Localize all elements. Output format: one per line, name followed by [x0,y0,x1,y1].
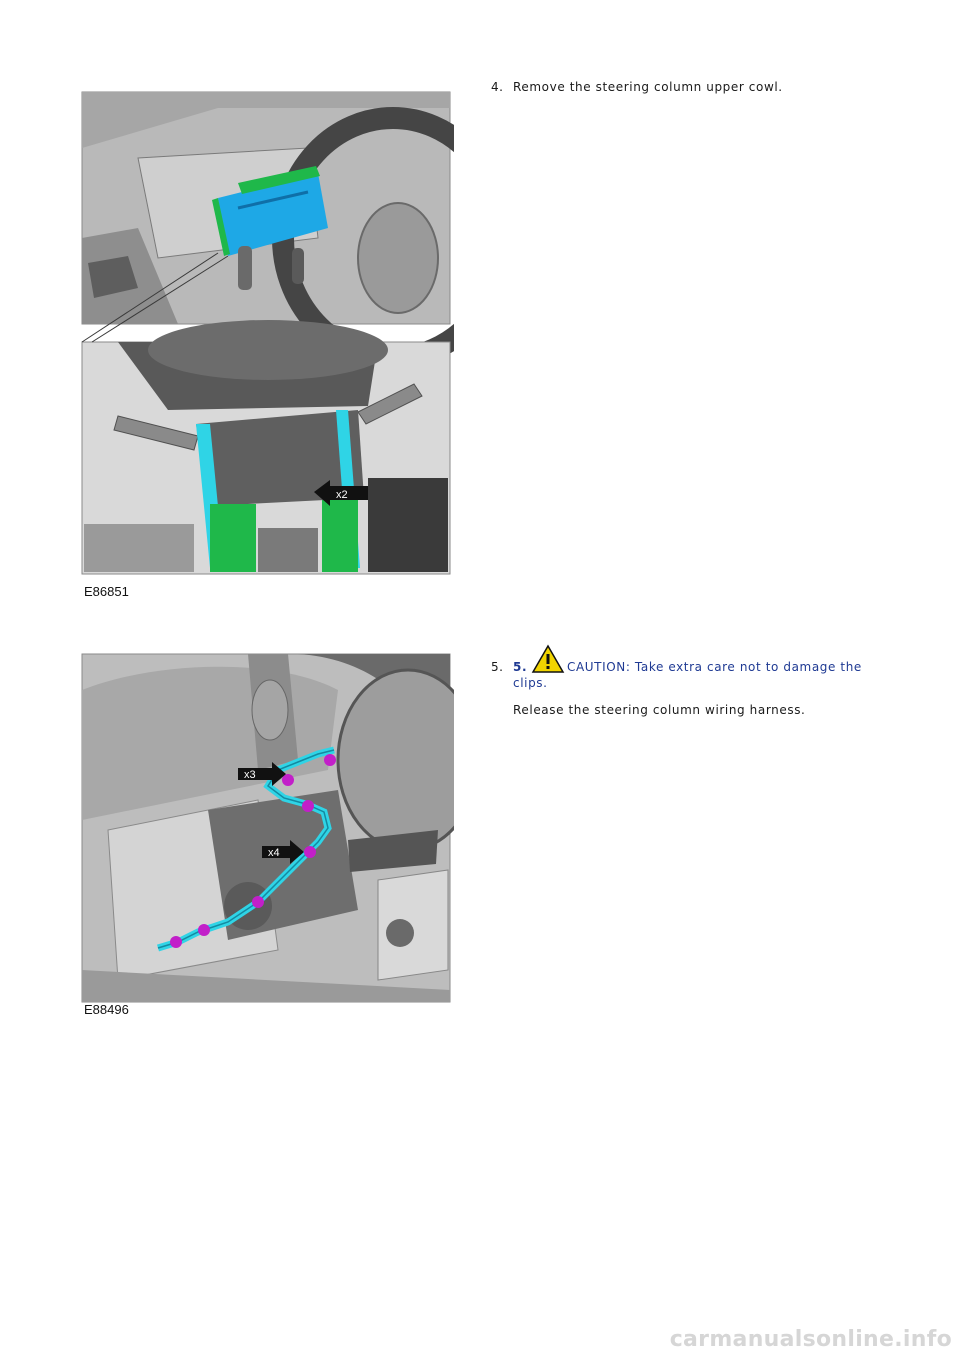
figure-e88496 [78,650,454,1018]
caution-step-prefix: 5. [513,660,528,674]
callout-x3-label: x3 [244,769,256,781]
figure-e86851 [78,88,454,608]
step-4-number: 4. [491,80,504,94]
warning-triangle-icon [531,644,565,674]
step-5-text: Release the steering column wiring harness. [513,703,806,717]
step-4-text: Remove the steering column upper cowl. [513,80,783,94]
figure-e88496-illustration [78,650,454,1018]
watermark: carmanualsonline.info [669,1327,952,1352]
callout-x4-label: x4 [268,847,280,859]
caution-text: CAUTION: Take extra care not to damage the [567,660,862,674]
figure-e86851-illustration [78,88,454,608]
caution-text-continued: clips. [513,676,548,690]
figure-id-e88496: E88496 [84,1002,129,1017]
step-5-number: 5. [491,660,504,674]
callout-x2-label: x2 [336,489,348,501]
figure-id-e86851: E86851 [84,584,129,599]
